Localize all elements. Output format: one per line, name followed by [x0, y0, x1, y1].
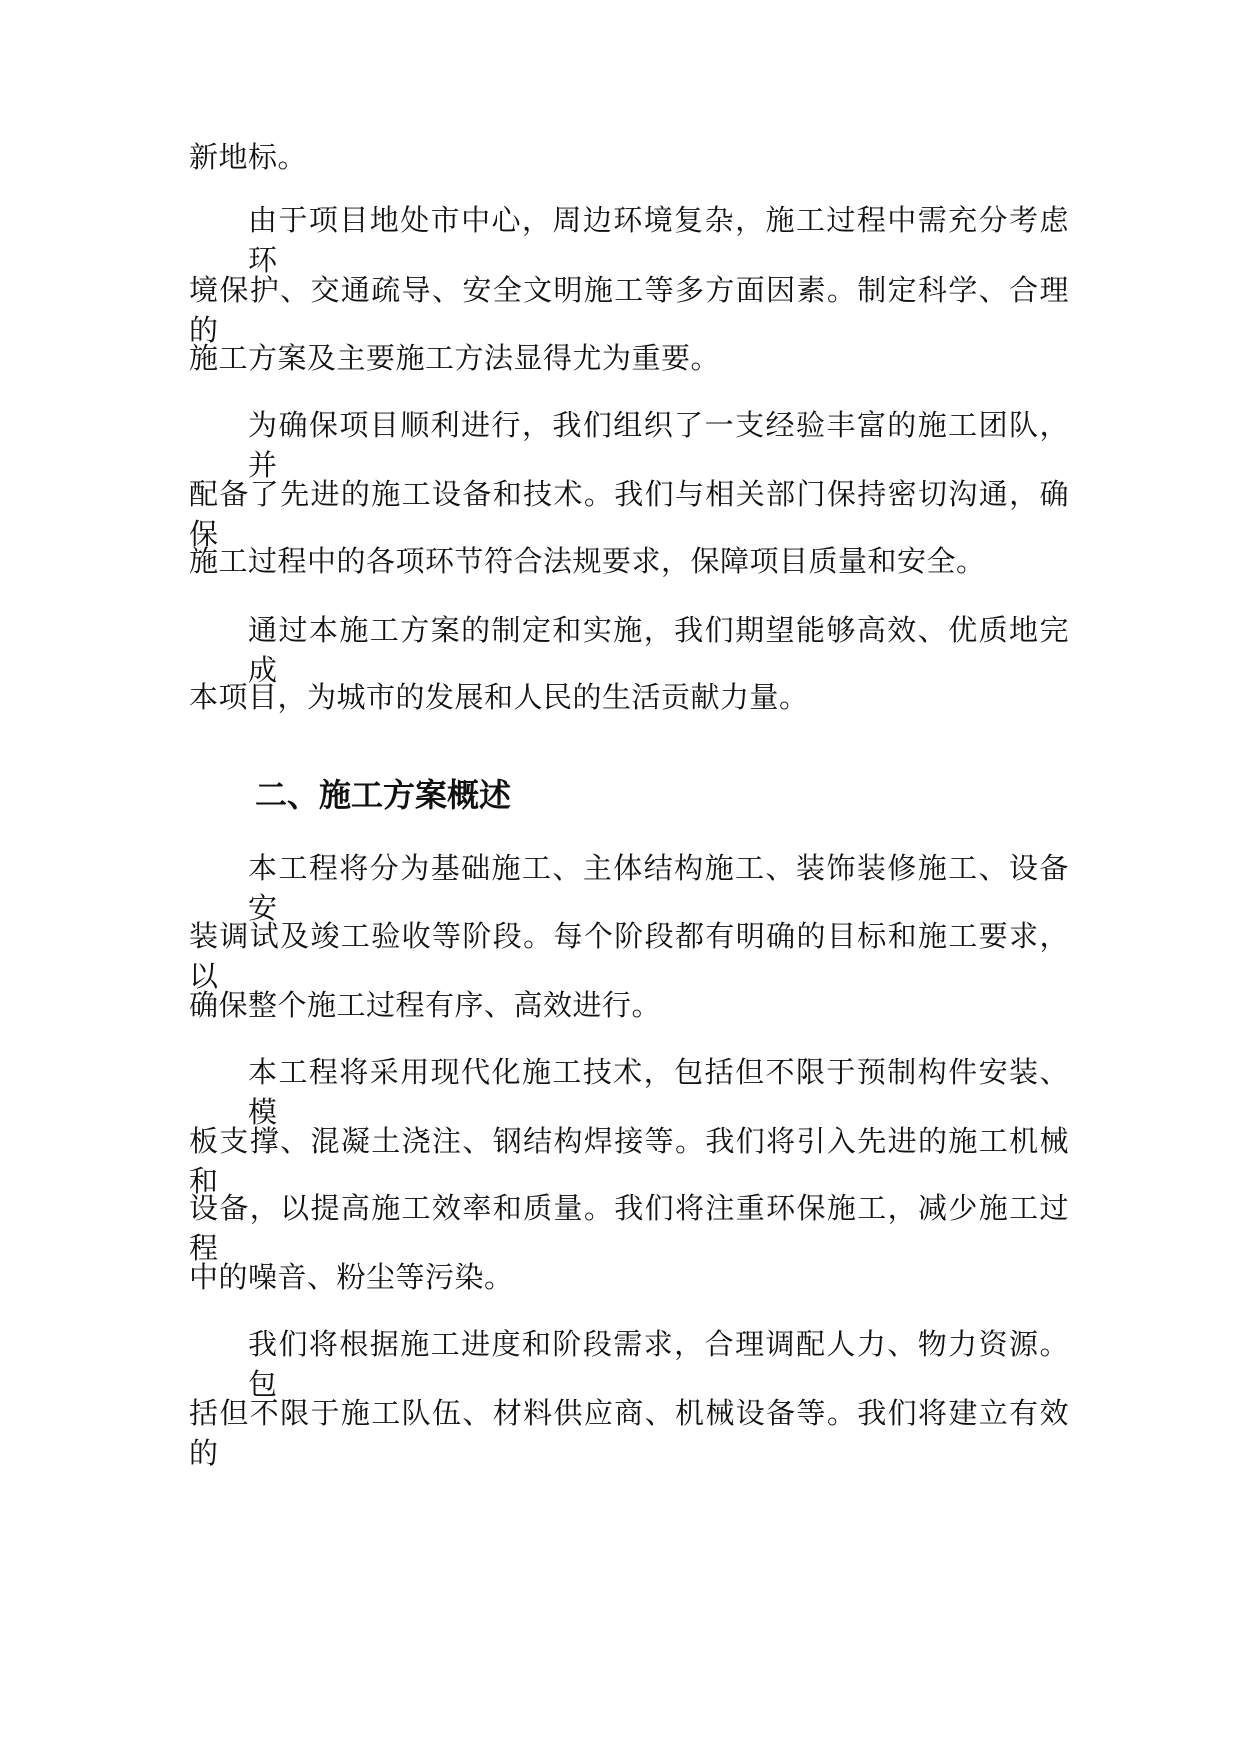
paragraph-line: 施工方案及主要施工方法显得尤为重要。: [189, 341, 721, 375]
paragraph-line: 配备了先进的施工设备和技术。我们与相关部门保持密切沟通，确保: [189, 477, 1069, 551]
paragraph-line: 本工程将采用现代化施工技术，包括但不限于预制构件安装、模: [248, 1055, 1069, 1129]
paragraph-line: 境保护、交通疏导、安全文明施工等多方面因素。制定科学、合理的: [189, 273, 1069, 347]
section-heading: 二、施工方案概述: [255, 776, 512, 814]
paragraph-line: 本项目，为城市的发展和人民的生活贡献力量。: [189, 680, 809, 714]
paragraph-line: 本工程将分为基础施工、主体结构施工、装饰装修施工、设备安: [248, 851, 1069, 925]
paragraph-line: 括但不限于施工队伍、材料供应商、机械设备等。我们将建立有效的: [189, 1396, 1069, 1470]
paragraph-line: 确保整个施工过程有序、高效进行。: [189, 988, 662, 1022]
paragraph-line: 由于项目地处市中心，周边环境复杂，施工过程中需充分考虑环: [248, 203, 1069, 277]
paragraph-line: 我们将根据施工进度和阶段需求，合理调配人力、物力资源。包: [248, 1327, 1069, 1401]
paragraph-line: 通过本施工方案的制定和实施，我们期望能够高效、优质地完成: [248, 613, 1069, 687]
paragraph-line: 中的噪音、粉尘等污染。: [189, 1260, 514, 1294]
paragraph-line: 施工过程中的各项环节符合法规要求，保障项目质量和安全。: [189, 544, 986, 578]
paragraph-line: 装调试及竣工验收等阶段。每个阶段都有明确的目标和施工要求，以: [189, 919, 1069, 993]
paragraph-line: 板支撑、混凝土浇注、钢结构焊接等。我们将引入先进的施工机械和: [189, 1124, 1069, 1198]
paragraph-line: 为确保项目顺利进行，我们组织了一支经验丰富的施工团队，并: [248, 408, 1069, 482]
paragraph-line: 设备，以提高施工效率和质量。我们将注重环保施工，减少施工过程: [189, 1191, 1069, 1265]
paragraph-line: 新地标。: [189, 140, 308, 174]
